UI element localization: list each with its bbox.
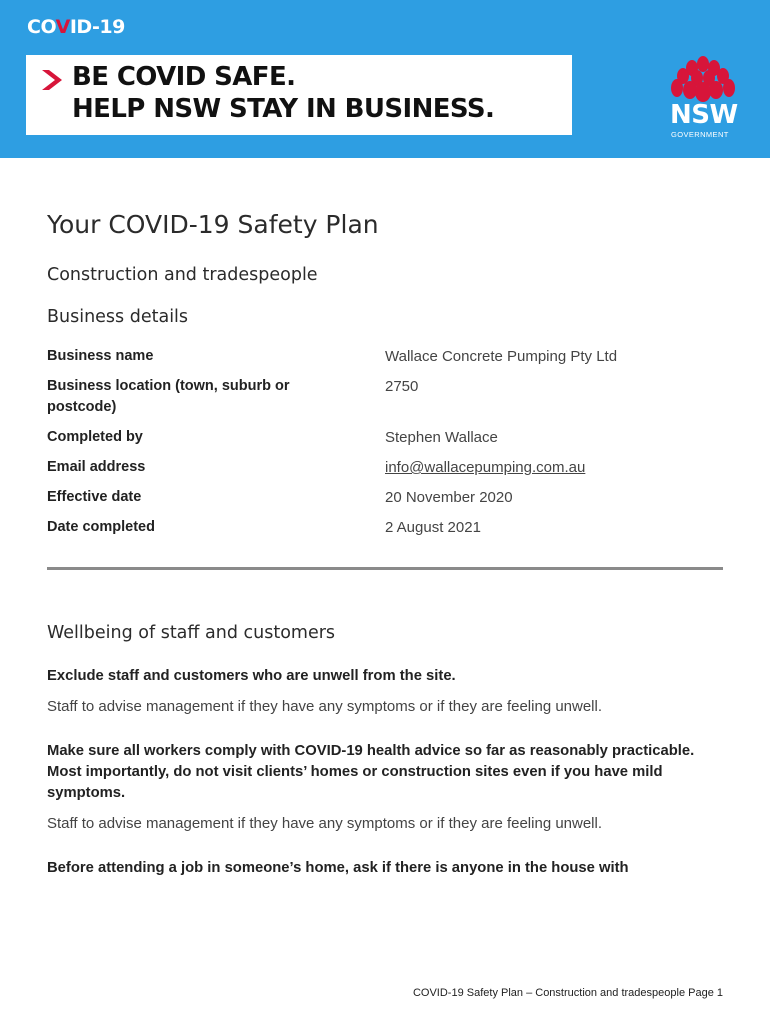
business-name-value: Wallace Concrete Pumping Pty Ltd	[385, 348, 618, 365]
response-comply-health-advice: Staff to advise management if they have any symptoms or if they are feeling unwell.	[47, 815, 603, 832]
completed-by-label: Completed by	[47, 429, 143, 445]
wellbeing-heading: Wellbeing of staff and customers	[47, 623, 336, 643]
be-covid-safe-banner	[26, 55, 572, 135]
nsw-wordmark: NSW	[670, 100, 738, 130]
page-title: Your COVID-19 Safety Plan	[47, 210, 379, 239]
date-completed-label: Date completed	[47, 519, 155, 535]
requirement-exclude-unwell: Exclude staff and customers who are unwell from the site.	[47, 668, 456, 684]
effective-date-value: 20 November 2020	[385, 489, 513, 506]
effective-date-label: Effective date	[47, 489, 142, 505]
waratah-icon	[670, 56, 736, 104]
date-completed-value: 2 August 2021	[385, 519, 481, 536]
header-band	[0, 0, 770, 158]
banner-line-1: BE COVID SAFE.	[72, 62, 296, 92]
requirement-comply-health-advice: Make sure all workers comply with COVID-19 health advice so far as reasonably practicable. Most importantly, do not visit clients’ homes or construction sites even if you have mild symptoms.	[47, 743, 695, 801]
page-footer: COVID-19 Safety Plan – Construction and tradespeople Page 1	[412, 987, 723, 999]
response-exclude-unwell: Staff to advise management if they have any symptoms or if they are feeling unwell.	[47, 698, 603, 715]
email-address-link[interactable]: info@wallacepumping.com.au	[385, 459, 586, 476]
page-subtitle: Construction and tradespeople	[47, 265, 318, 285]
completed-by-value: Stephen Wallace	[385, 429, 498, 446]
section-divider	[47, 567, 723, 570]
email-address-label: Email address	[47, 459, 146, 475]
banner-line-2: HELP NSW STAY IN BUSINESS.	[72, 94, 495, 124]
business-name-label: Business name	[47, 348, 154, 364]
requirement-home-job: Before attending a job in someone’s home, ask if there is anyone in the house with	[47, 860, 629, 876]
government-wordmark: GOVERNMENT	[671, 130, 729, 139]
nsw-government-logo	[664, 56, 744, 140]
business-details-heading: Business details	[47, 307, 189, 327]
chevron-right-icon	[40, 68, 64, 92]
business-location-value: 2750	[385, 378, 419, 395]
business-location-label: Business location (town, suburb or postcode)	[47, 378, 290, 415]
covid-19-label: COVID-19	[27, 16, 125, 38]
